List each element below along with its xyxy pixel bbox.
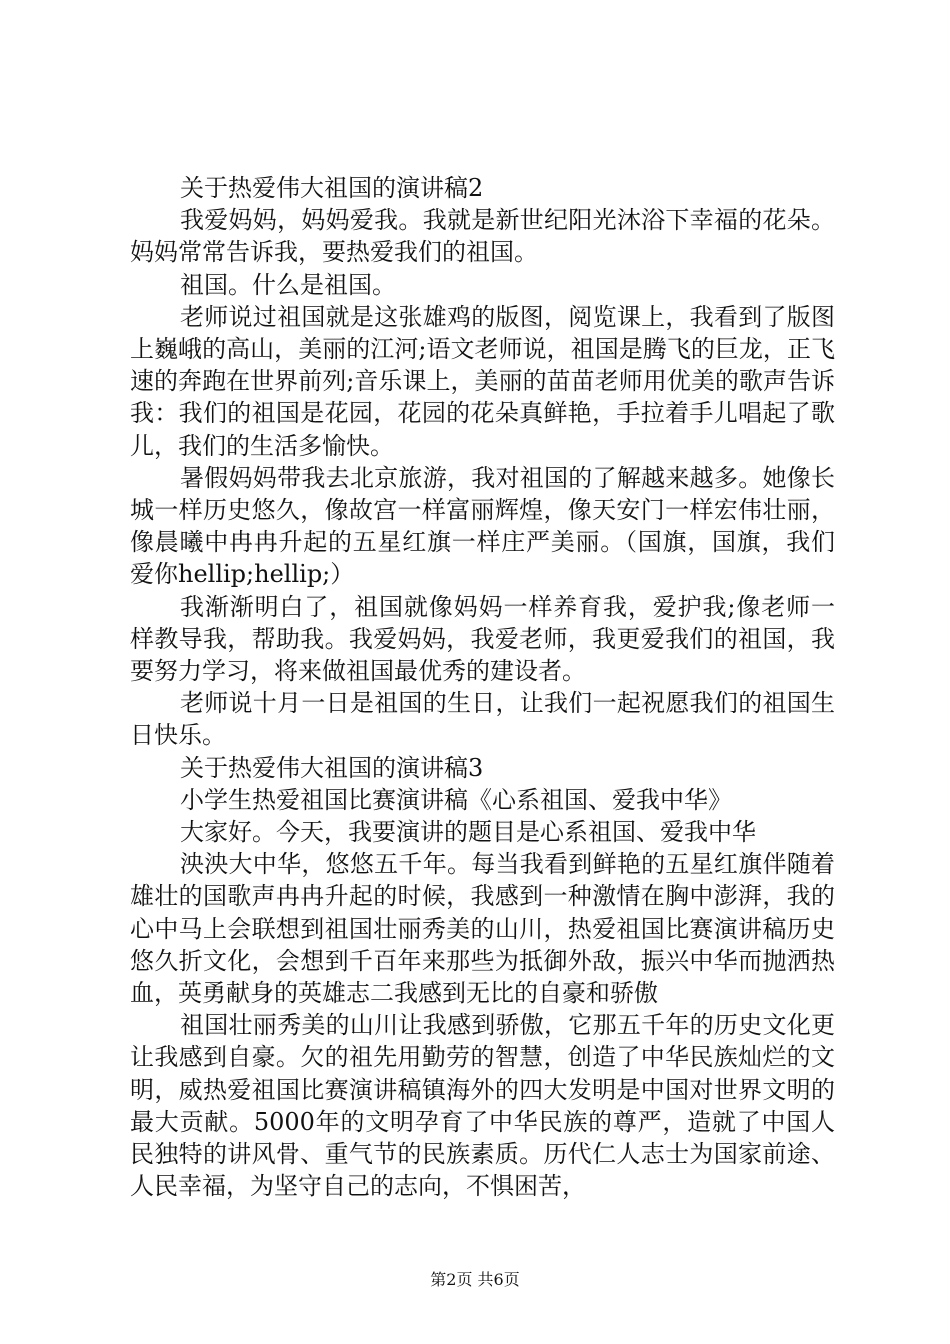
paragraph: 老师说十月一日是祖国的生日，让我们一起祝愿我们的祖国生日快乐。 <box>130 689 835 750</box>
document-body <box>130 172 835 1203</box>
paragraph: 祖国。什么是祖国。 <box>180 270 396 299</box>
paragraph: 我爱妈妈，妈妈爱我。我就是新世纪阳光沐浴下幸福的花朵。妈妈常常告诉我，要热爱我们的祖国。 <box>130 206 835 267</box>
paragraph: 泱泱大中华，悠悠五千年。每当我看到鲜艳的五星红旗伴随着雄壮的国歌声冉冉升起的时候，我感到一种激情在胸中澎湃，我的心中马上会联想到祖国壮丽秀美的山川，热爱祖国比赛演讲稿历史悠久折文化，会想到千百年来那些为抵御外敌，振兴中华而抛洒热血，英勇献身的英雄志二我感到无比的自豪和骄傲 <box>130 850 835 1008</box>
speech-title: 小学生热爱祖国比赛演讲稿《心系祖国、爱我中华》 <box>180 785 732 814</box>
paragraph: 老师说过祖国就是这张雄鸡的版图，阅览课上，我看到了版图上巍峨的高山，美丽的江河;语文老师说，祖国是腾飞的巨龙，正飞速的奔跑在世界前列;音乐课上，美丽的苗苗老师用优美的歌声告诉我：我们的祖国是花园，花园的花朵真鲜艳，手拉着手儿唱起了歌儿，我们的生活多愉快。 <box>130 302 835 460</box>
paragraph: 大家好。今天，我要演讲的题目是心系祖国、爱我中华 <box>180 818 756 847</box>
paragraph: 我渐渐明白了，祖国就像妈妈一样养育我，爱护我;像老师一样教导我，帮助我。我爱妈妈，我爱老师，我更爱我们的祖国，我要努力学习，将来做祖国最优秀的建设者。 <box>130 592 835 686</box>
heading-speech-3: 关于热爱伟大祖国的演讲稿3 <box>180 753 484 782</box>
paragraph: 暑假妈妈带我去北京旅游，我对祖国的了解越来越多。她像长城一样历史悠久，像故宫一样富丽辉煌，像天安门一样宏伟壮丽，像晨曦中冉冉升起的五星红旗一样庄严美丽。（国旗，国旗，我们爱你hellip;hellip;） <box>130 463 835 589</box>
page-footer: 第2页 共6页 <box>430 1270 520 1289</box>
heading-speech-2: 关于热爱伟大祖国的演讲稿2 <box>180 174 484 202</box>
paragraph: 祖国壮丽秀美的山川让我感到骄傲，它那五千年的历史文化更让我感到自豪。欠的祖先用勤劳的智慧，创造了中华民族灿烂的文明，威热爱祖国比赛演讲稿镇海外的四大发明是中国对世界文明的最大贡献。5000年的文明孕育了中华民族的尊严，造就了中国人民独特的讲风骨、重气节的民族素质。历代仁人志士为国家前途、人民幸福，为坚守自己的志向，不惧困苦， <box>130 1011 835 1201</box>
